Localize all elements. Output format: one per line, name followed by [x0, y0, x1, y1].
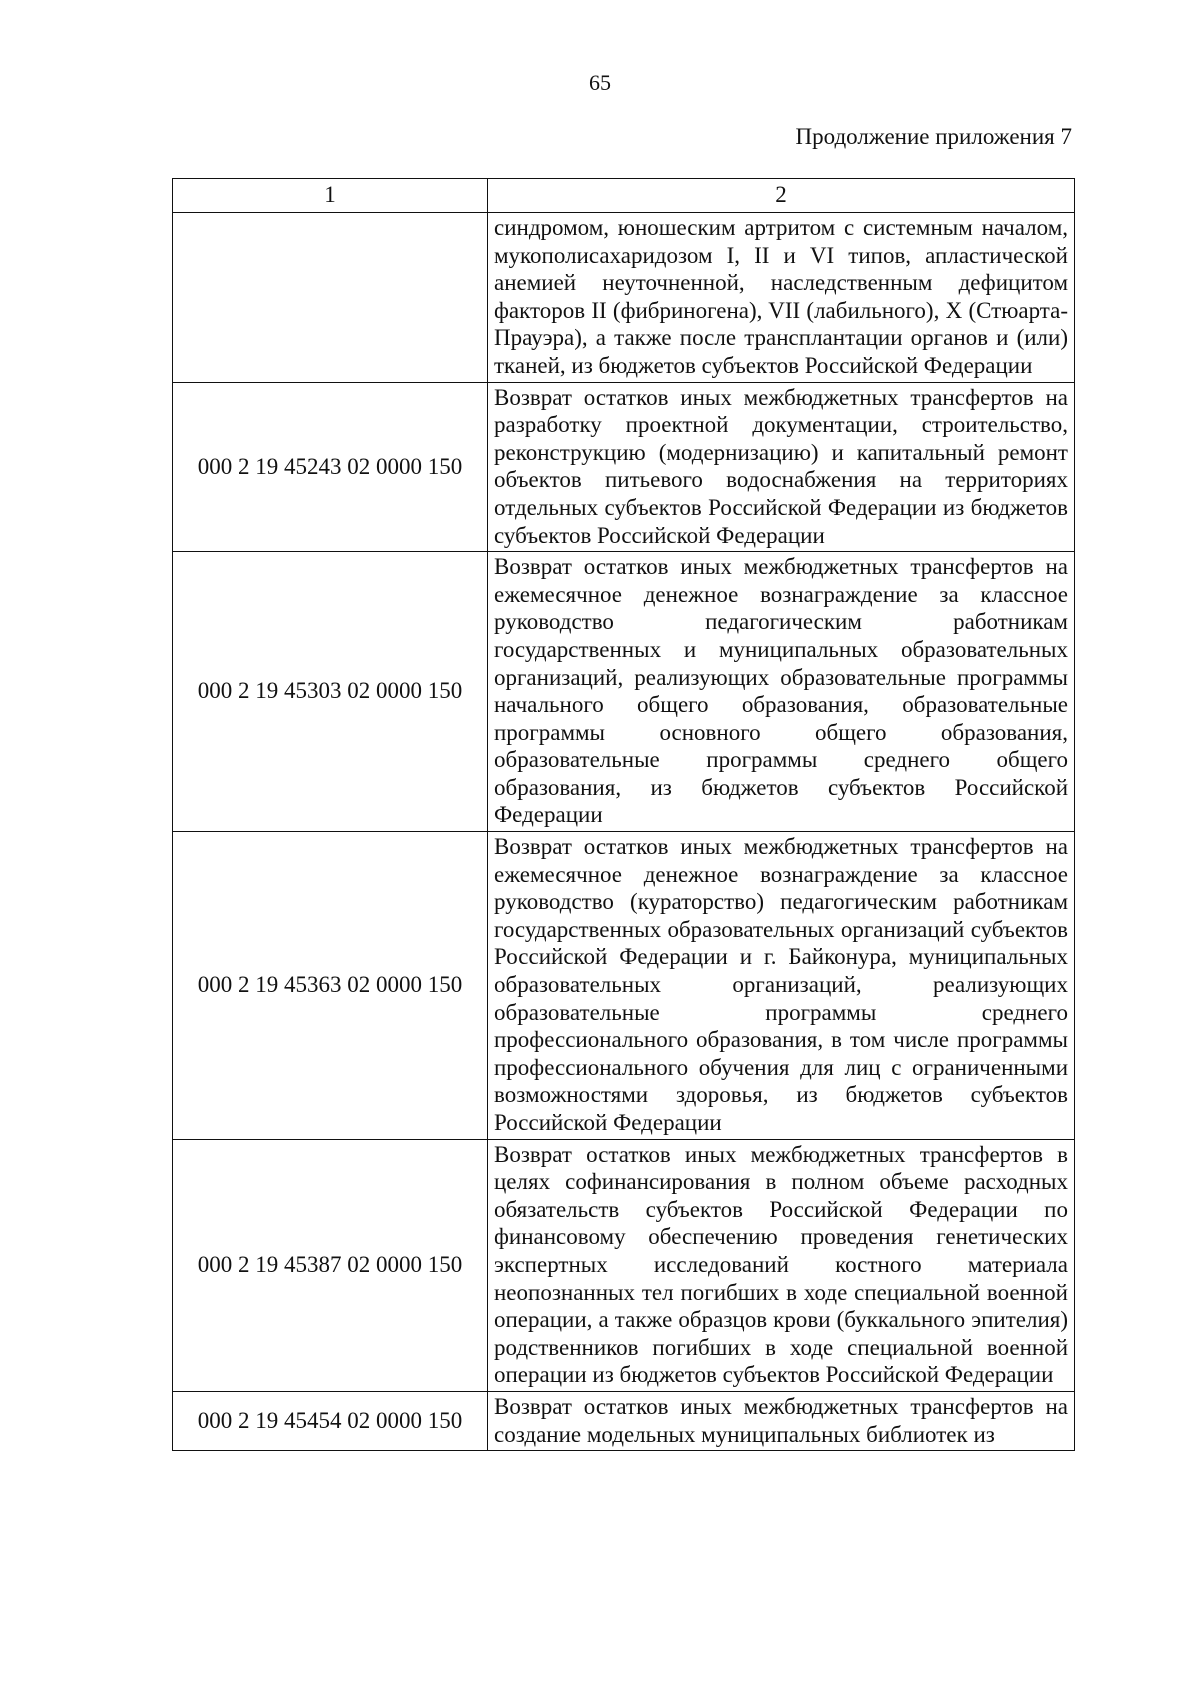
table-row [173, 832, 1075, 1140]
page-number: 65 [589, 70, 611, 95]
description-cell: синдромом, юношеским артритом с системным началом, мукополисахаридозом I, II и VI типов, апластической анемией неуточненной, наследственным дефицитом факторов II (фибриногена), VII (лабильного), X (Стюарта-Прауэра), а также после трансплантации органов и (или) тканей, из бюджетов субъектов Российской Федерации [488, 213, 1075, 383]
table-row [173, 1391, 1075, 1450]
description-cell: Возврат остатков иных межбюджетных трансфертов на разработку проектной документации, строительство, реконструкцию (модернизацию) и капитальный ремонт объектов питьевого водоснабжения на территориях отдельных субъектов Российской Федерации из бюджетов субъектов Российской Федерации [488, 382, 1075, 552]
budget-code-cell: 000 2 19 45243 02 0000 150 [173, 382, 488, 552]
column-header-1: 1 [173, 179, 488, 213]
budget-code-cell: 000 2 19 45303 02 0000 150 [173, 552, 488, 832]
table-row [173, 213, 1075, 383]
budget-code-cell: 000 2 19 45363 02 0000 150 [173, 832, 488, 1140]
budget-code-cell: 000 2 19 45387 02 0000 150 [173, 1139, 488, 1391]
table-row [173, 382, 1075, 552]
table-row [173, 1139, 1075, 1391]
description-cell: Возврат остатков иных межбюджетных трансфертов в целях софинансирования в полном объеме расходных обязательств субъектов Российской Федерации по финансовому обеспечению проведения генетических экспертных исследований костного материала неопознанных тел погибших в ходе специальной военной операции, а также образцов крови (буккального эпителия) родственников погибших в ходе специальной военной операции из бюджетов субъектов Российской Федерации [488, 1139, 1075, 1391]
description-cell: Возврат остатков иных межбюджетных трансфертов на ежемесячное денежное вознаграждение за классное руководство педагогическим работникам государственных и муниципальных образовательных организаций, реализующих образовательные программы начального общего образования, образовательные программы основного общего образования, образовательные программы среднего общего образования, из бюджетов субъектов Российской Федерации [488, 552, 1075, 832]
budget-code-cell [173, 213, 488, 383]
table-header-row [173, 179, 1075, 213]
table-row [173, 552, 1075, 832]
budget-code-cell: 000 2 19 45454 02 0000 150 [173, 1391, 488, 1450]
budget-codes-table [172, 178, 1075, 1451]
appendix-continuation-label: Продолжение приложения 7 [795, 124, 1072, 149]
description-cell: Возврат остатков иных межбюджетных трансфертов на создание модельных муниципальных библиотек из [488, 1391, 1075, 1450]
column-header-2: 2 [488, 179, 1075, 213]
description-cell: Возврат остатков иных межбюджетных трансфертов на ежемесячное денежное вознаграждение за классное руководство (кураторство) педагогическим работникам государственных образовательных организаций субъектов Российской Федерации и г. Байконура, муниципальных образовательных организаций, реализующих образовательные программы среднего профессионального образования, в том числе программы профессионального обучения для лиц с ограниченными возможностями здоровья, из бюджетов субъектов Российской Федерации [488, 832, 1075, 1140]
